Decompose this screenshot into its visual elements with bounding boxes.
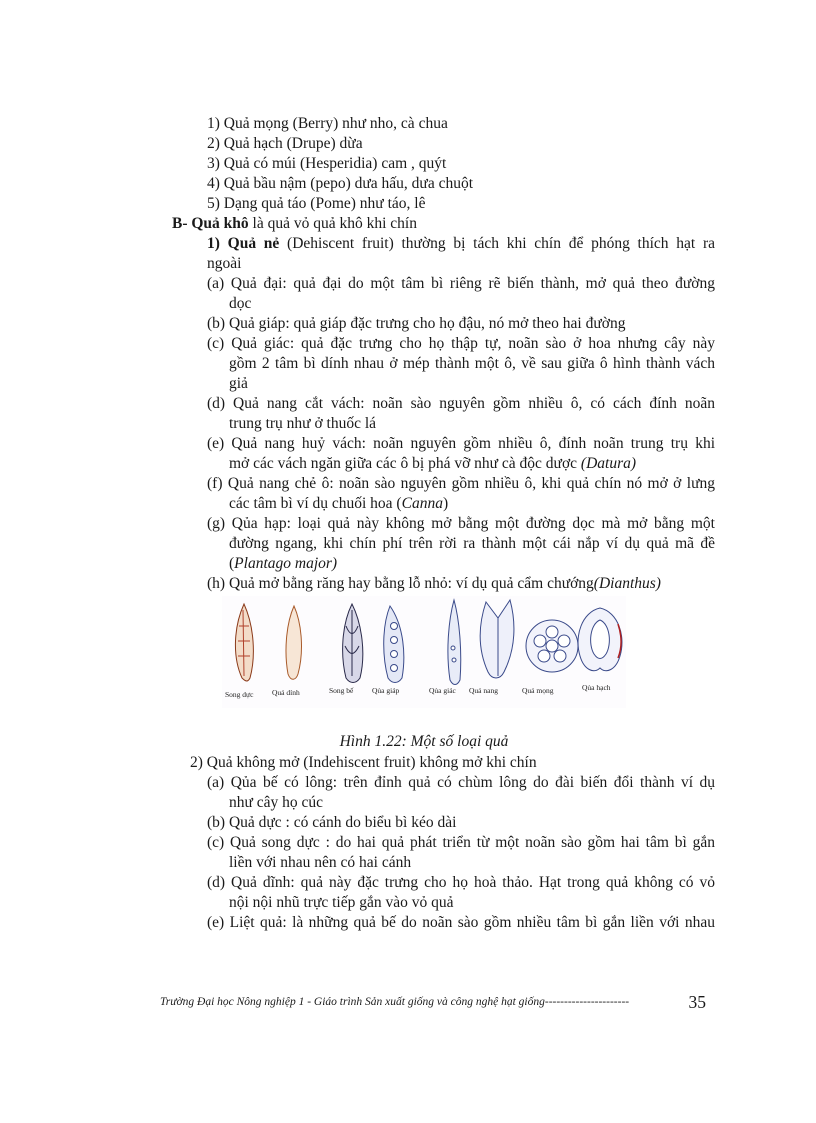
list-item: (a) Qủa bế có lông: trên đỉnh quả có chùm lông do đài biến đổi thành ví dụ: [207, 774, 715, 791]
text-line: ngoài: [207, 255, 242, 272]
figure-label: Quả mọng: [522, 686, 554, 695]
fruit-drawing: [480, 600, 514, 678]
figure-label: Song dực: [225, 690, 254, 699]
list-item: (g) Qủa hạp: loại quả này không mở bằng một đường dọc mà mở bằng một: [207, 515, 715, 532]
figure-label: Qủa giáp: [372, 686, 400, 695]
figure-caption: Hình 1.22: Một số loại quả: [339, 733, 509, 750]
list-item: (d) Quả nang cắt vách: noãn sào nguyên gồm nhiều ô, có cách đính noãn: [207, 395, 715, 412]
text-line: các tâm bì ví dụ chuối hoa (Canna): [229, 495, 449, 512]
fruit-drawing: [578, 608, 622, 671]
subsection-heading: 1) Quả nẻ (Dehiscent fruit) thường bị tách khi chín để phóng thích hạt ra: [207, 235, 715, 252]
fruit-types-figure: [222, 596, 626, 708]
list-item: (e) Liệt quả: là những quả bế do noãn sào gồm nhiều tâm bì gắn liền với nhau: [207, 914, 715, 931]
text-line: nội nội nhũ trực tiếp gắn vào vỏ quả: [229, 894, 454, 911]
text-line: gồm 2 tâm bì dính nhau ở mép thành một ô, về sau giữa ô hình thành vách: [229, 355, 715, 372]
text-line: giả: [229, 375, 248, 392]
text-line: (Plantago major): [229, 555, 338, 572]
list-item: (d) Quả dĩnh: quả này đặc trưng cho họ hoà thảo. Hạt trong quả không có vỏ: [207, 874, 715, 891]
figure-label: Qủa hạch: [582, 683, 611, 692]
section-heading-rest: là quả vỏ quả khô khi chín: [248, 215, 417, 232]
list-item: 5) Dạng quả táo (Pome) như táo, lê: [207, 195, 426, 212]
list-item: (f) Quả nang chẻ ô: noãn sào nguyên gồm nhiều ô, khi quả chín nó mở ở lưng: [207, 475, 715, 492]
page-footer: [160, 992, 720, 1014]
list-item: (b) Quả giáp: quả giáp đặc trưng cho họ đậu, nó mở theo hai đường: [207, 315, 626, 332]
list-item: (a) Quả đại: quả đại do một tâm bì riêng rẽ biến thành, mở quả theo đường: [207, 275, 715, 292]
fruit-drawing: [448, 600, 461, 685]
list-item: 2) Quả hạch (Drupe) dừa: [207, 135, 363, 152]
page-number: 35: [688, 992, 706, 1012]
text-line: mở các vách ngăn giữa các ô bị phá vỡ như cà độc dược (Datura): [229, 455, 637, 472]
footer-text: Trường Đại học Nông nghiệp 1 - Giáo trình Sản xuất giống và công nghệ hạt giống----------------------: [160, 996, 630, 1008]
text-line: đường ngang, khi chín phí trên rời ra thành một cái nắp ví dụ quả mã đề: [229, 535, 715, 552]
fruit-drawing: [343, 604, 363, 683]
list-item: (h) Quả mở bằng răng hay bằng lỗ nhỏ: ví dụ quả cẩm chướng(Dianthus): [207, 575, 661, 592]
text-line: như cây họ cúc: [229, 794, 324, 811]
subsection-heading: 2) Quả không mở (Indehiscent fruit) không mở khi chín: [190, 754, 537, 771]
fruit-drawing: [235, 604, 253, 681]
fruit-illustration: [222, 596, 626, 708]
subsection-heading-bold: 1) Quả nẻ: [207, 235, 280, 252]
list-item: (c) Quả giác: quả đặc trưng cho họ thập tự, noãn sào ở hoa nhưng cây này: [207, 335, 715, 352]
fruit-drawing: [286, 606, 301, 679]
text-line: trung trụ như ở thuốc lá: [229, 415, 377, 432]
figure-label: Quả dính: [272, 688, 300, 697]
fruit-drawing: [384, 606, 404, 683]
section-heading: [172, 214, 417, 234]
text-line: liền với nhau nên có hai cánh: [229, 854, 412, 871]
figure-label: Qủa giác: [429, 686, 456, 695]
figure-label: Song bế: [329, 686, 354, 695]
list-item: (b) Quả dực : có cánh do biểu bì kéo dài: [207, 814, 457, 831]
list-item: (e) Quả nang huỷ vách: noãn nguyên gồm nhiều ô, đính noãn trung trụ khi: [207, 435, 715, 452]
figure-label: Quả nang: [469, 686, 498, 695]
fruit-drawing: [526, 620, 578, 672]
list-item: 4) Quả bầu nậm (pepo) dưa hấu, dưa chuột: [207, 175, 474, 192]
section-heading-bold: B- Quả khô: [172, 215, 249, 232]
text-line: dọc: [229, 295, 252, 312]
list-item: 3) Quả có múi (Hesperidia) cam , quýt: [207, 155, 447, 172]
list-item: 1) Quả mọng (Berry) như nho, cà chua: [207, 115, 448, 132]
list-item: (c) Quả song dực : do hai quả phát triển từ một noãn sào gồm hai tâm bì gắn: [207, 834, 715, 851]
